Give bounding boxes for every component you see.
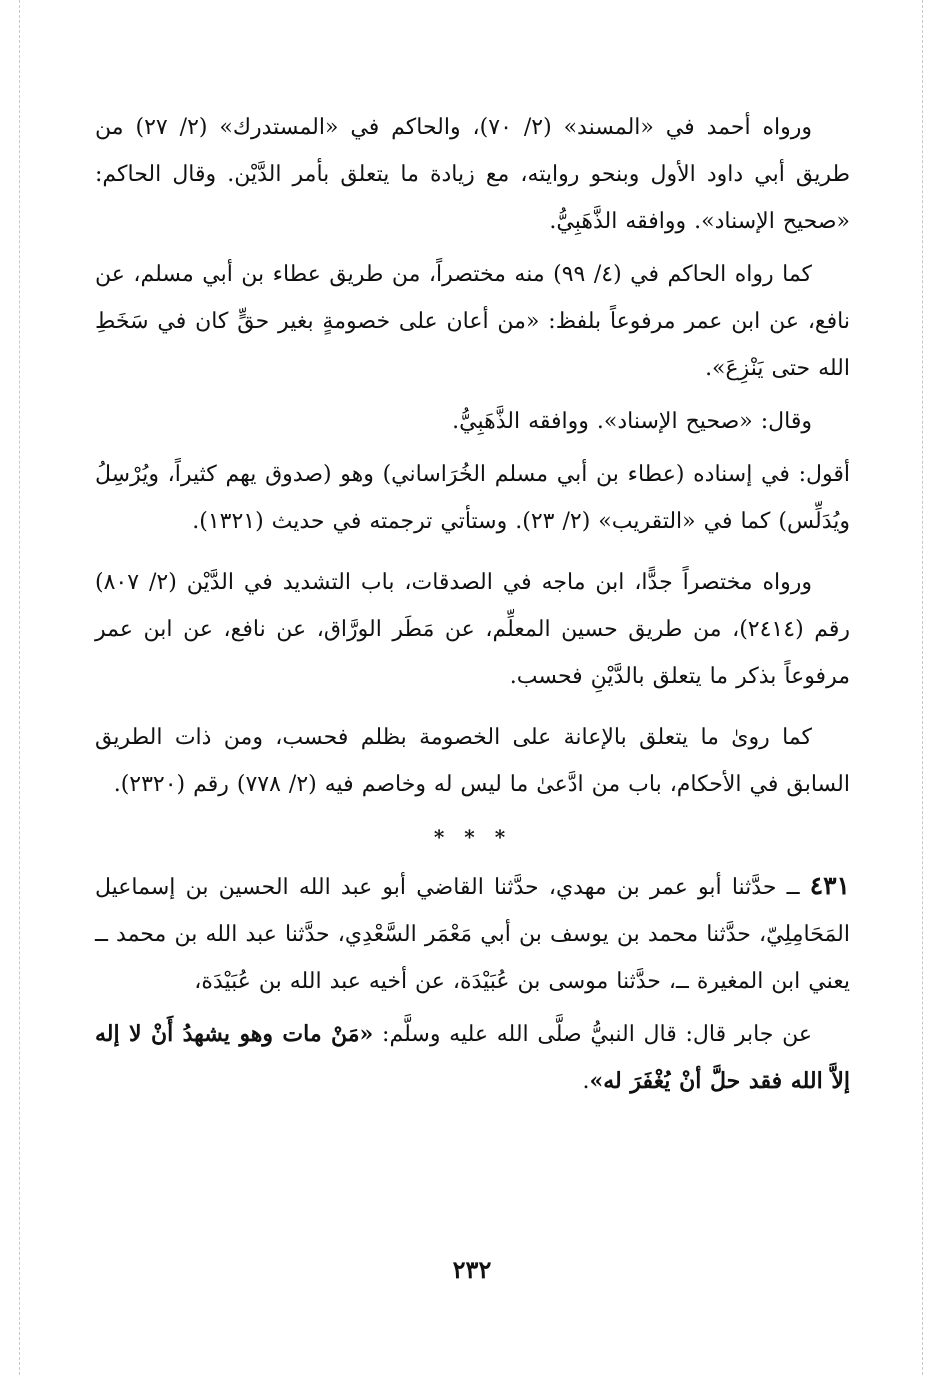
page-number: ٢٣٢ [452,1255,492,1284]
hadith-matn-end: . [582,1069,590,1094]
left-margin-guide [19,0,20,1375]
hadith-isnad-paragraph [95,862,850,1005]
page-text-block [95,104,850,1105]
paragraph-6: كما روىٰ ما يتعلق بالإعانة على الخصومة بظلم فحسب، ومن ذات الطريق السابق في الأحكام، باب من ادَّعىٰ ما ليس له وخاصم فيه (٢/ ٧٧٨) رقم (٢٣٢٠). [95,725,850,797]
hadith-matn-intro: عن جابر قال: قال النبيُّ صلَّى الله عليه وسلَّم: [373,1022,813,1047]
paragraph-3: وقال: «صحيح الإسناد». ووافقه الذَّهَبِيُّ. [452,409,812,434]
hadith-isnad: حدَّثنا أبو عمر بن مهدي، حدَّثنا القاضي أبو عبد الله الحسين بن إسماعيل المَحَامِلِيّ، حدَّثنا محمد بن يوسف بن أبي مَعْمَر السَّعْدِي، حدَّثنا عبد الله بن محمد ــ يعني ابن المغيرة ــ، حدَّثنا موسى بن عُبَيْدَة، عن أخيه عبد الله بن عُبَيْدَة، [95,875,850,994]
paragraph-5: ورواه مختصراً جدًّا، ابن ماجه في الصدقات، باب التشديد في الدَّيْن (٢/ ٨٠٧) رقم (٢٤١٤)، من طريق حسين المعلِّم، عن مَطَر الورَّاق، عن نافع، عن ابن عمر مرفوعاً بذكر ما يتعلق بالدَّيْنِ فحسب. [95,570,851,689]
right-margin-guide [922,0,923,1375]
hadith-matn-paragraph [95,1011,850,1105]
paragraph-4: أقول: في إسناده (عطاء بن أبي مسلم الخُرَاساني) وهو (صدوق يهم كثيراً، ويُرْسِلُ ويُدَلِّس) كما في «التقريب» (٢/ ٢٣). وستأتي ترجمته في حديث (١٣٢١). [95,462,850,534]
paragraph-1: ورواه أحمد في «المسند» (٢/ ٧٠)، والحاكم في «المستدرك» (٢/ ٢٧) من طريق أبي داود الأول وبنحو روايته، مع زيادة ما يتعلق بأمر الدَّيْن. وقال الحاكم: «صحيح الإسناد». ووافقه الذَّهَبِيُّ. [95,115,850,234]
hadith-matn: «مَنْ مات وهو يشهدُ أَنْ لا إله إلاَّ الله فقد حلَّ أنْ يُغْفَرَ له» [95,1021,850,1094]
hadith-dash: ــ [776,875,810,900]
hadith-number: ٤٣١ [809,871,850,900]
paragraph-2: كما رواه الحاكم في (٤/ ٩٩) منه مختصراً، من طريق عطاء بن أبي مسلم، عن نافع، عن ابن عمر مرفوعاً بلفظ: «من أعان على خصومةٍ بغير حقٍّ كان في سَخَطِ الله حتى يَنْزِعَ». [95,262,850,381]
section-separator: * * * [433,825,512,849]
